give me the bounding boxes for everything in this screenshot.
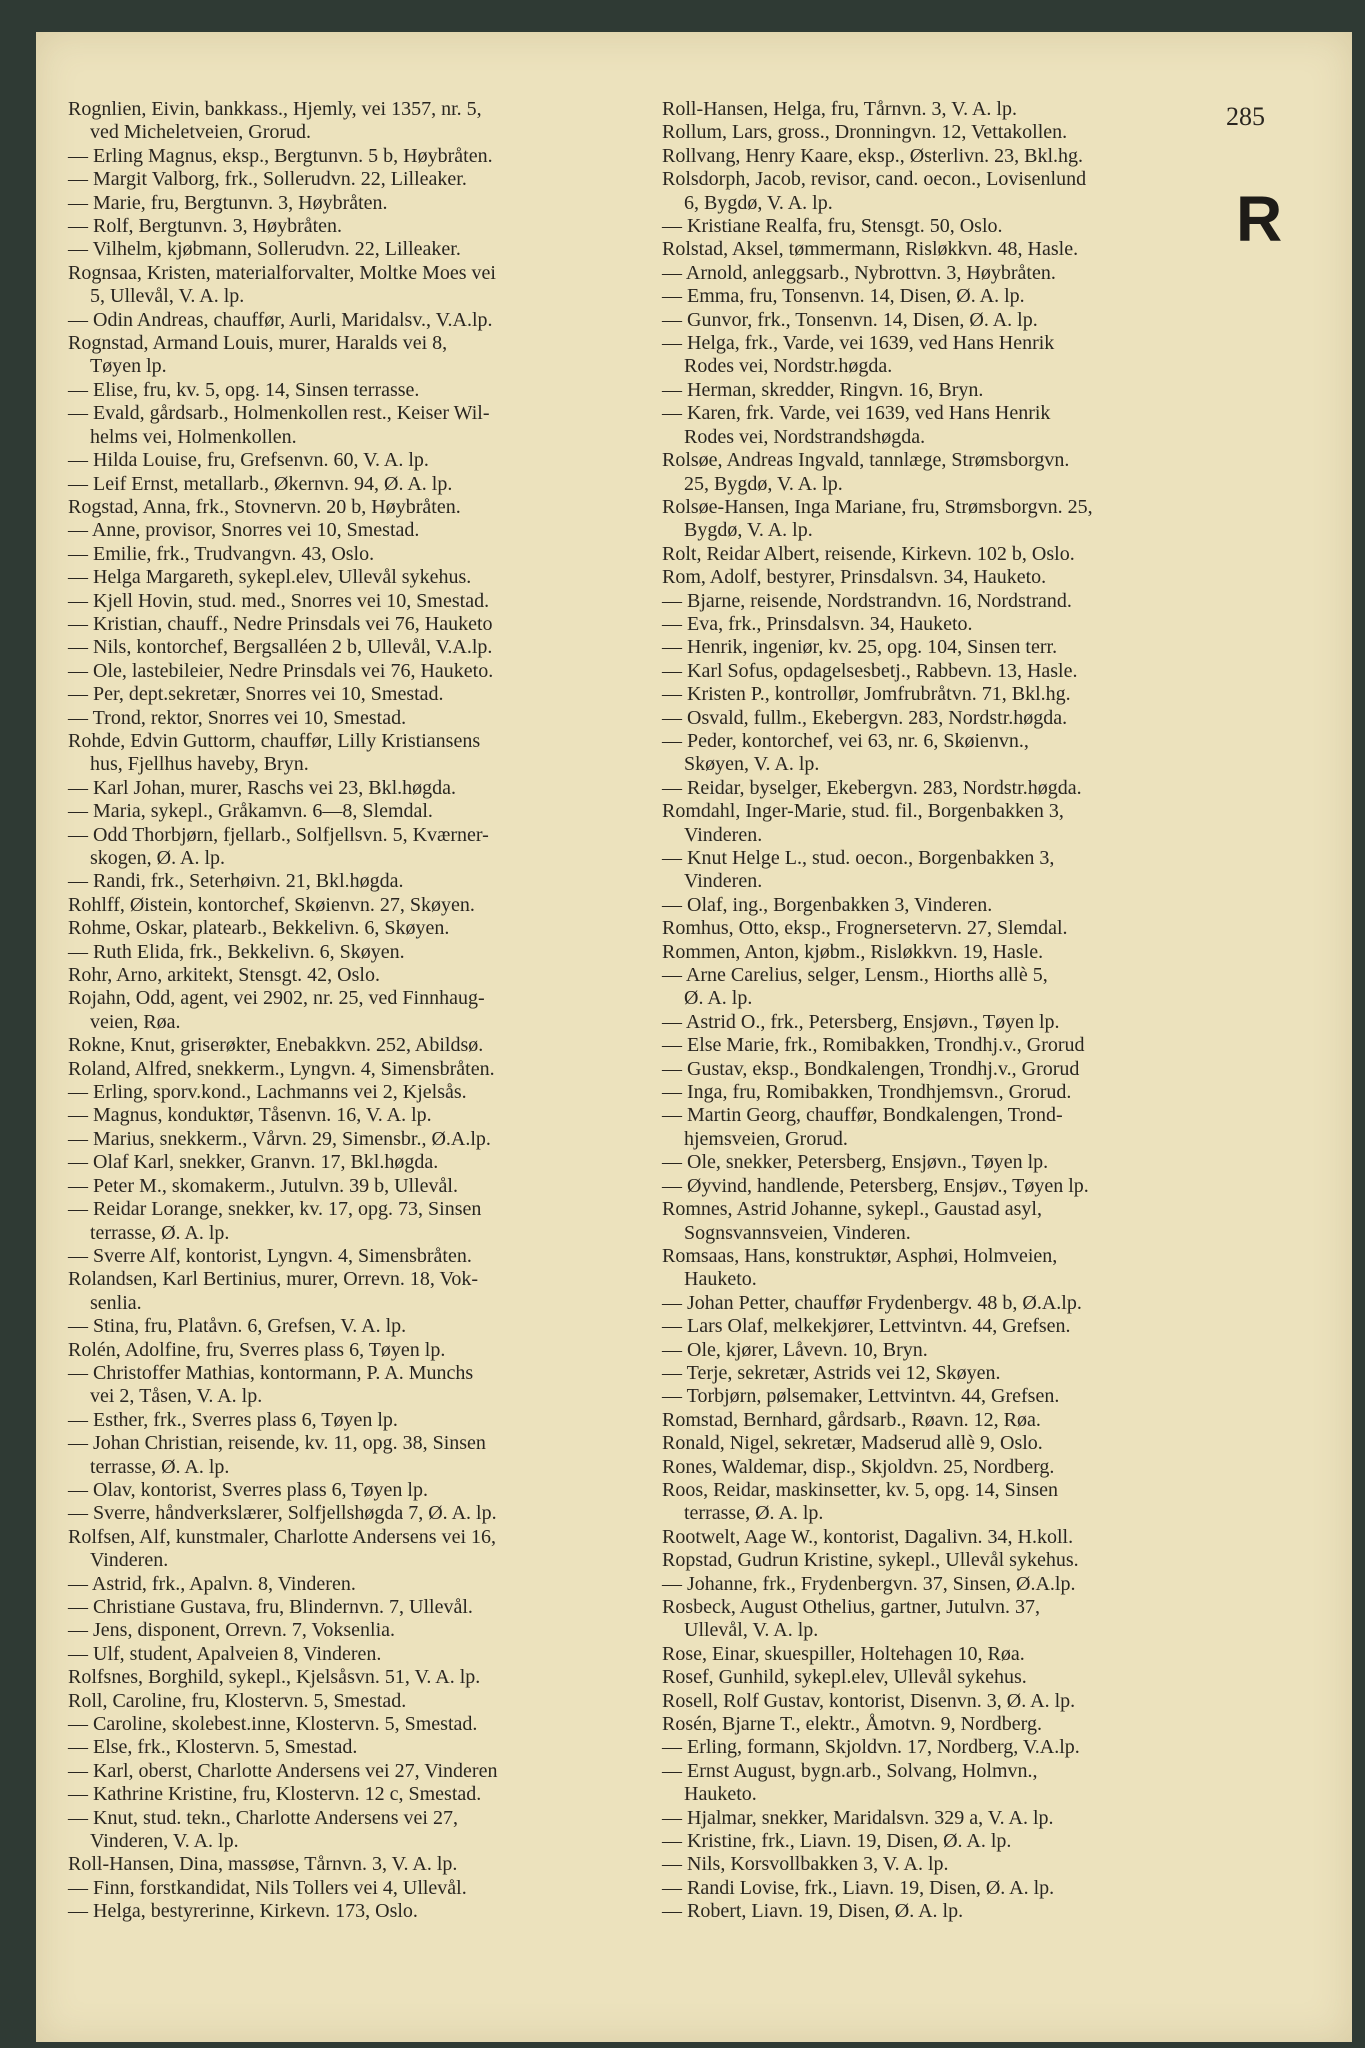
directory-entry: — Odd Thorbjørn, fjellarb., Solfjellsvn. 5, Kværner-: [68, 823, 489, 846]
directory-entry: Rommen, Anton, kjøbm., Risløkkvn. 19, Hasle.: [662, 940, 1044, 963]
entry-continuation: Rodes vei, Nordstrandshøgda.: [684, 425, 926, 448]
directory-entry: — Helga, frk., Varde, vei 1639, ved Hans Henrik: [662, 332, 1055, 355]
left-column: [68, 98, 668, 1924]
entry-continuation: Ullevål, V. A. lp.: [684, 1619, 819, 1642]
directory-entry: Romhus, Otto, eksp., Frognersetervn. 27, Slemdal.: [662, 917, 1068, 940]
section-letter: R: [1236, 183, 1283, 255]
directory-entry: — Christoffer Mathias, kontormann, P. A. Munchs: [68, 1361, 474, 1384]
right-column: [662, 98, 1262, 1924]
directory-entry: Rones, Waldemar, disp., Skjoldvn. 25, Nordberg.: [662, 1455, 1055, 1478]
directory-entry: — Johan Petter, chauffør Frydenbergv. 48 b, Ø.A.lp.: [662, 1291, 1082, 1314]
directory-entry: — Jens, disponent, Orrevn. 7, Voksenlia.: [68, 1619, 396, 1642]
directory-entry: — Kristine, frk., Liavn. 19, Disen, Ø. A. lp.: [662, 1830, 1012, 1853]
directory-entry: — Knut Helge L., stud. oecon., Borgenbakken 3,: [662, 847, 1055, 869]
directory-entry: — Marius, snekkerm., Vårvn. 29, Simensbr., Ø.A.lp.: [68, 1127, 491, 1150]
entry-continuation: veien, Røa.: [90, 1010, 181, 1033]
directory-entry: — Bjarne, reisende, Nordstrandvn. 16, Nordstrand.: [662, 589, 1072, 612]
directory-entry: — Evald, gårdsarb., Holmenkollen rest., Keiser Wil-: [68, 402, 490, 425]
directory-entry: — Karl, oberst, Charlotte Andersens vei 27, Vinderen: [68, 1759, 498, 1782]
directory-entry: — Karl Johan, murer, Raschs vei 23, Bkl.høgda.: [68, 776, 457, 799]
directory-entry: Roland, Alfred, snekkerm., Lyngvn. 4, Simensbråten.: [68, 1057, 495, 1080]
entry-continuation: Sognsvannsveien, Vinderen.: [684, 1221, 911, 1244]
directory-entry: — Terje, sekretær, Astrids vei 12, Skøyen.: [662, 1361, 1001, 1384]
directory-entry: Roll-Hansen, Helga, fru, Tårnvn. 3, V. A. lp.: [662, 98, 1017, 120]
directory-entry: — Johanne, frk., Frydenbergvn. 37, Sinsen, Ø.A.lp.: [662, 1572, 1076, 1595]
directory-entry: — Leif Ernst, metallarb., Økernvn. 94, Ø. A. lp.: [68, 472, 453, 495]
directory-entry: — Ole, kjører, Låvevn. 10, Bryn.: [662, 1338, 928, 1361]
directory-entry: Romstad, Bernhard, gårdsarb., Røavn. 12, Røa.: [662, 1408, 1041, 1431]
directory-entry: Rolfsen, Alf, kunstmaler, Charlotte Andersens vei 16,: [68, 1525, 497, 1548]
directory-entry: Rootwelt, Aage W., kontorist, Dagalivn. 34, H.koll.: [662, 1525, 1074, 1548]
directory-entry: — Finn, forstkandidat, Nils Tollers vei 4, Ullevål.: [68, 1876, 467, 1899]
entry-continuation: helms vei, Holmenkollen.: [90, 425, 297, 448]
directory-entry: — Gustav, eksp., Bondkalengen, Trondhj.v., Grorud: [662, 1057, 1080, 1080]
directory-entry: — Reidar, byselger, Ekebergvn. 283, Nordstr.høgda.: [662, 776, 1082, 799]
directory-entry: — Astrid, frk., Apalvn. 8, Vinderen.: [68, 1572, 356, 1595]
directory-entry: Rognsaa, Kristen, materialforvalter, Moltke Moes vei: [68, 261, 496, 284]
directory-entry: — Helga, bestyrerinne, Kirkevn. 173, Oslo.: [68, 1900, 418, 1923]
directory-entry: — Ole, lastebileier, Nedre Prinsdals vei 76, Hauketo.: [68, 659, 494, 682]
entry-continuation: Hauketo.: [684, 1268, 757, 1291]
directory-entry: — Esther, frk., Sverres plass 6, Tøyen lp.: [68, 1408, 398, 1431]
directory-entry: Rokne, Knut, griserøkter, Enebakkvn. 252, Abildsø.: [68, 1034, 484, 1057]
directory-entry: — Eva, frk., Prinsdalsvn. 34, Hauketo.: [662, 612, 973, 635]
directory-entry: — Reidar Lorange, snekker, kv. 17, opg. 73, Sinsen: [68, 1198, 482, 1221]
directory-entry: — Anne, provisor, Snorres vei 10, Smestad.: [68, 519, 420, 542]
directory-entry: — Else, frk., Klostervn. 5, Smestad.: [68, 1736, 358, 1759]
entry-continuation: hjemsveien, Grorud.: [684, 1127, 848, 1150]
entry-continuation: Vinderen.: [684, 870, 763, 893]
directory-entry: Roos, Reidar, maskinsetter, kv. 5, opg. 14, Sinsen: [662, 1478, 1058, 1501]
directory-entry: — Gunvor, frk., Tonsenvn. 14, Disen, Ø. A. lp.: [662, 308, 1038, 331]
directory-entry: — Herman, skredder, Ringvn. 16, Bryn.: [662, 378, 984, 401]
directory-entry: — Rolf, Bergtunvn. 3, Høybråten.: [68, 215, 343, 238]
directory-entry: Rolsøe-Hansen, Inga Mariane, fru, Strømsborgvn. 25,: [662, 495, 1093, 518]
directory-entry: — Karen, frk. Varde, vei 1639, ved Hans Henrik: [662, 402, 1051, 425]
directory-entry: — Magnus, konduktør, Tåsenvn. 16, V. A. lp.: [68, 1104, 432, 1127]
entry-continuation: 6, Bygdø, V. A. lp.: [684, 191, 833, 214]
directory-entry: — Torbjørn, pølsemaker, Lettvintvn. 44, Grefsen.: [662, 1385, 1060, 1408]
directory-entry: Roll, Caroline, fru, Klostervn. 5, Smestad.: [68, 1689, 407, 1712]
directory-entry: Rohme, Oskar, platearb., Bekkelivn. 6, Skøyen.: [68, 917, 450, 940]
directory-entry: — Arnold, anleggsarb., Nybrottvn. 3, Høybråten.: [662, 261, 1056, 284]
directory-entry: Rom, Adolf, bestyrer, Prinsdalsvn. 34, Hauketo.: [662, 566, 1047, 589]
directory-entry: — Randi Lovise, frk., Liavn. 19, Disen, Ø. A. lp.: [662, 1876, 1055, 1899]
directory-entry: — Odin Andreas, chauffør, Aurli, Maridalsv., V.A.lp.: [68, 308, 493, 331]
directory-entry: — Olav, kontorist, Sverres plass 6, Tøyen lp.: [68, 1478, 428, 1501]
entry-continuation: hus, Fjellhus haveby, Bryn.: [90, 753, 309, 776]
directory-entry: — Christiane Gustava, fru, Blindernvn. 7, Ullevål.: [68, 1596, 473, 1618]
directory-entry: — Ole, snekker, Petersberg, Ensjøvn., Tøyen lp.: [662, 1151, 1049, 1174]
directory-entry: — Kristen P., kontrollør, Jomfrubråtvn. 71, Bkl.hg.: [662, 683, 1071, 706]
directory-entry: — Emma, fru, Tonsenvn. 14, Disen, Ø. A. lp.: [662, 285, 1025, 308]
directory-entry: — Kristian, chauff., Nedre Prinsdals vei 76, Hauketo: [68, 612, 493, 635]
directory-entry: — Peter M., skomakerm., Jutulvn. 39 b, Ullevål.: [68, 1174, 458, 1197]
entry-continuation: 5, Ullevål, V. A. lp.: [90, 285, 245, 308]
entry-continuation: vei 2, Tåsen, V. A. lp.: [90, 1385, 263, 1408]
entry-continuation: terrasse, Ø. A. lp.: [684, 1502, 824, 1525]
directory-entry: — Martin Georg, chauffør, Bondkalengen, Trond-: [662, 1104, 1063, 1127]
entry-continuation: terrasse, Ø. A. lp.: [90, 1221, 230, 1244]
directory-entry: Rollum, Lars, gross., Dronningvn. 12, Vettakollen.: [662, 121, 1068, 144]
directory-entry: — Johan Christian, reisende, kv. 11, opg. 38, Sinsen: [68, 1432, 486, 1455]
directory-entry: Rolsdorph, Jacob, revisor, cand. oecon., Lovisenlund: [662, 168, 1087, 191]
directory-entry: Ropstad, Gudrun Kristine, sykepl., Ullevål sykehus.: [662, 1549, 1079, 1572]
directory-entry: — Sverre Alf, kontorist, Lyngvn. 4, Simensbråten.: [68, 1244, 472, 1267]
directory-entry: Rosén, Bjarne T., elektr., Åmotvn. 9, Nordberg.: [662, 1713, 1042, 1736]
directory-entry: — Helga Margareth, sykepl.elev, Ullevål sykehus.: [68, 566, 472, 589]
directory-entry: — Ruth Elida, frk., Bekkelivn. 6, Skøyen.: [68, 940, 405, 963]
directory-entry: — Erling Magnus, eksp., Bergtunvn. 5 b, Høybråten.: [68, 144, 493, 167]
directory-entry: Rolstad, Aksel, tømmermann, Risløkkvn. 48, Hasle.: [662, 238, 1079, 261]
directory-entry: — Vilhelm, kjøbmann, Sollerudvn. 22, Lilleaker.: [68, 238, 461, 261]
directory-entry: Rosef, Gunhild, sykepl.elev, Ullevål sykehus.: [662, 1666, 1027, 1689]
directory-entry: — Per, dept.sekretær, Snorres vei 10, Smestad.: [68, 683, 444, 706]
directory-entry: Rolfsnes, Borghild, sykepl., Kjelsåsvn. 51, V. A. lp.: [68, 1666, 481, 1689]
directory-entry: — Peder, kontorchef, vei 63, nr. 6, Skøienvn.,: [662, 729, 1029, 752]
directory-entry: Rognlien, Eivin, bankkass., Hjemly, vei 1357, nr. 5,: [68, 98, 482, 120]
directory-page: [36, 32, 1352, 2042]
directory-entry: — Inga, fru, Romibakken, Trondhjemsvn., Grorud.: [662, 1081, 1072, 1104]
directory-entry: — Maria, sykepl., Gråkamvn. 6—8, Slemdal.: [68, 800, 433, 823]
directory-entry: — Trond, rektor, Snorres vei 10, Smestad.: [68, 706, 407, 729]
directory-entry: — Hilda Louise, fru, Grefsenvn. 60, V. A. lp.: [68, 449, 429, 472]
directory-entry: — Ernst August, bygn.arb., Solvang, Holmvn.,: [662, 1759, 1038, 1782]
entry-continuation: Bygdø, V. A. lp.: [684, 519, 813, 542]
directory-entry: Rolsøe, Andreas Ingvald, tannlæge, Strømsborgvn.: [662, 449, 1070, 472]
entry-continuation: Rodes vei, Nordstr.høgda.: [684, 355, 893, 378]
entry-continuation: senlia.: [90, 1291, 142, 1314]
directory-entry: Rosell, Rolf Gustav, kontorist, Disenvn. 3, Ø. A. lp.: [662, 1689, 1076, 1712]
directory-entry: — Øyvind, handlende, Petersberg, Ensjøv., Tøyen lp.: [662, 1174, 1089, 1197]
directory-entry: — Karl Sofus, opdagelsesbetj., Rabbevn. 13, Hasle.: [662, 659, 1078, 682]
directory-entry: — Elise, fru, kv. 5, opg. 14, Sinsen terrasse.: [68, 378, 420, 401]
directory-entry: Rollvang, Henry Kaare, eksp., Østerlivn. 23, Bkl.hg.: [662, 144, 1084, 167]
directory-entry: — Olaf, ing., Borgenbakken 3, Vinderen.: [662, 893, 993, 916]
directory-entry: — Olaf Karl, snekker, Granvn. 17, Bkl.høgda.: [68, 1151, 439, 1174]
entry-continuation: Tøyen lp.: [90, 355, 167, 378]
directory-entry: — Osvald, fullm., Ekebergvn. 283, Nordstr.høgda.: [662, 706, 1068, 729]
entry-continuation: Vinderen, V. A. lp.: [90, 1830, 239, 1853]
directory-entry: Rose, Einar, skuespiller, Holtehagen 10, Røa.: [662, 1642, 1025, 1665]
directory-entry: — Marie, fru, Bergtunvn. 3, Høybråten.: [68, 191, 388, 214]
directory-entry: Rolt, Reidar Albert, reisende, Kirkevn. 102 b, Oslo.: [662, 542, 1075, 565]
directory-entry: — Ulf, student, Apalveien 8, Vinderen.: [68, 1642, 382, 1665]
directory-entry: — Caroline, skolebest.inne, Klostervn. 5, Smestad.: [68, 1713, 478, 1736]
entry-continuation: Skøyen, V. A. lp.: [684, 753, 820, 776]
entry-continuation: Ø. A. lp.: [684, 987, 753, 1010]
entry-continuation: ved Micheletveien, Grorud.: [90, 121, 312, 144]
directory-entry: Rojahn, Odd, agent, vei 2902, nr. 25, ved Finnhaug-: [68, 987, 485, 1010]
entry-continuation: terrasse, Ø. A. lp.: [90, 1455, 230, 1478]
directory-entry: — Margit Valborg, frk., Sollerudvn. 22, Lilleaker.: [68, 168, 467, 191]
directory-entry: — Sverre, håndverkslærer, Solfjellshøgda 7, Ø. A. lp.: [68, 1502, 497, 1525]
directory-entry: Rohde, Edvin Guttorm, chauffør, Lilly Kristiansens: [68, 729, 481, 752]
directory-entry: — Nils, kontorchef, Bergsalléen 2 b, Ullevål, V.A.lp.: [68, 636, 493, 659]
directory-entry: — Hjalmar, snekker, Maridalsvn. 329 a, V. A. lp.: [662, 1806, 1054, 1829]
directory-entry: — Knut, stud. tekn., Charlotte Andersens vei 27,: [68, 1806, 458, 1829]
directory-entry: — Arne Carelius, selger, Lensm., Hiorths allè 5,: [662, 964, 1048, 987]
directory-entry: — Erling, sporv.kond., Lachmanns vei 2, Kjelsås.: [68, 1081, 467, 1104]
entry-continuation: Vinderen.: [684, 823, 763, 846]
directory-entry: — Henrik, ingeniør, kv. 25, opg. 104, Sinsen terr.: [662, 636, 1058, 659]
directory-entry: Rolén, Adolfine, fru, Sverres plass 6, Tøyen lp.: [68, 1338, 446, 1361]
directory-entry: — Emilie, frk., Trudvangvn. 43, Oslo.: [68, 542, 375, 565]
directory-entry: — Randi, frk., Seterhøivn. 21, Bkl.høgda.: [68, 870, 404, 893]
directory-entry: — Erling, formann, Skjoldvn. 17, Nordberg, V.A.lp.: [662, 1736, 1080, 1759]
directory-entry: — Kristiane Realfa, fru, Stensgt. 50, Oslo.: [662, 215, 1003, 238]
directory-entry: — Else Marie, frk., Romibakken, Trondhj.v., Grorud: [662, 1034, 1085, 1057]
directory-entry: Rosbeck, August Othelius, gartner, Jutulvn. 37,: [662, 1596, 1041, 1618]
entry-continuation: skogen, Ø. A. lp.: [90, 847, 225, 869]
directory-entry: — Kathrine Kristine, fru, Klostervn. 12 c, Smestad.: [68, 1783, 482, 1806]
directory-entry: Romnes, Astrid Johanne, sykepl., Gaustad asyl,: [662, 1198, 1042, 1221]
directory-entry: Rogstad, Anna, frk., Stovnervn. 20 b, Høybråten.: [68, 495, 461, 518]
directory-entry: — Stina, fru, Platåvn. 6, Grefsen, V. A. lp.: [68, 1315, 407, 1338]
directory-entry: — Nils, Korsvollbakken 3, V. A. lp.: [662, 1853, 949, 1876]
directory-entry: Romdahl, Inger-Marie, stud. fil., Borgenbakken 3,: [662, 800, 1064, 823]
directory-entry: Rohlff, Øistein, kontorchef, Skøienvn. 27, Skøyen.: [68, 893, 475, 916]
directory-entry: Rolandsen, Karl Bertinius, murer, Orrevn. 18, Vok-: [68, 1268, 479, 1291]
entry-continuation: 25, Bygdø, V. A. lp.: [684, 472, 843, 495]
page-number: 285: [1226, 102, 1265, 131]
directory-entry: — Astrid O., frk., Petersberg, Ensjøvn., Tøyen lp.: [662, 1010, 1060, 1033]
directory-entry: Rohr, Arno, arkitekt, Stensgt. 42, Oslo.: [68, 964, 380, 987]
directory-entry: Rognstad, Armand Louis, murer, Haralds vei 8,: [68, 332, 448, 355]
directory-entry: — Robert, Liavn. 19, Disen, Ø. A. lp.: [662, 1900, 964, 1923]
entry-continuation: Hauketo.: [684, 1783, 757, 1806]
entry-continuation: Vinderen.: [90, 1549, 169, 1572]
directory-entry: Ronald, Nigel, sekretær, Madserud allè 9, Oslo.: [662, 1432, 1043, 1455]
directory-entry: Roll-Hansen, Dina, massøse, Tårnvn. 3, V. A. lp.: [68, 1853, 458, 1876]
directory-entry: Romsaas, Hans, konstruktør, Asphøi, Holmveien,: [662, 1244, 1058, 1267]
directory-entry: — Kjell Hovin, stud. med., Snorres vei 10, Smestad.: [68, 589, 490, 612]
directory-entry: — Lars Olaf, melkekjører, Lettvintvn. 44, Grefsen.: [662, 1315, 1071, 1338]
